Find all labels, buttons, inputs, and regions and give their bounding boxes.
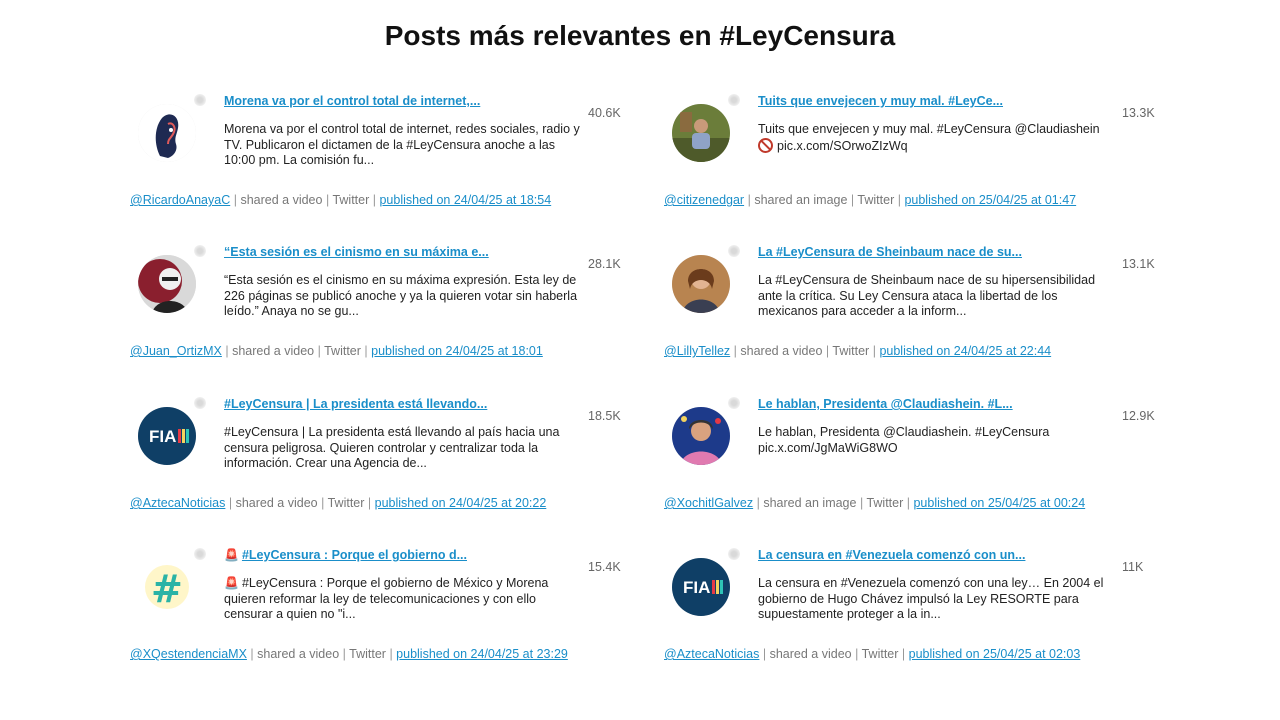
post-excerpt: La censura en #Venezuela comenzó con una ley… En 2004 el gobierno de Hugo Chávez impulsó la Ley RESORTE para supuestamente proteger a la in... (758, 576, 1104, 621)
author-link[interactable]: @XQestendenciaMX (130, 647, 247, 661)
dot-icon (194, 548, 206, 560)
post-meta: @RicardoAnayaC | shared a video | Twitter | published on 24/04/25 at 18:54 (130, 193, 552, 207)
post-excerpt: Le hablan, Presidenta @Claudiashein. #LeyCensura pic.x.com/JgMaWiG8WO (758, 425, 1050, 455)
dot-icon (194, 397, 206, 409)
post-meta: @AztecaNoticias | shared a video | Twitter | published on 25/04/25 at 02:03 (664, 647, 1081, 661)
xochitl-galvez-avatar-icon[interactable] (672, 407, 730, 465)
post-count: 13.1K (1122, 257, 1155, 271)
published-link[interactable]: published on 25/04/25 at 00:24 (913, 496, 1086, 510)
post-meta: @XochitlGalvez | shared an image | Twitter | published on 25/04/25 at 00:24 (664, 496, 1086, 510)
post-card (664, 94, 1164, 214)
no-entry-icon (758, 138, 773, 153)
dot-icon (728, 548, 740, 560)
post-count: 40.6K (588, 106, 621, 120)
ricardo-anaya-avatar-icon[interactable] (138, 104, 196, 162)
published-link[interactable]: published on 24/04/25 at 18:01 (371, 344, 543, 358)
author-link[interactable]: @AztecaNoticias (664, 647, 760, 661)
dot-icon (728, 94, 740, 106)
author-link[interactable]: @RicardoAnayaC (130, 193, 231, 207)
post-platform: Twitter (832, 344, 870, 358)
post-count: 13.3K (1122, 106, 1155, 120)
post-card (130, 397, 630, 517)
post-action: shared a video (240, 193, 323, 207)
post-meta: @XQestendenciaMX | shared a video | Twitter | published on 24/04/25 at 23:29 (130, 647, 568, 661)
post-card (664, 548, 1164, 668)
fia-logo-icon[interactable] (138, 407, 196, 465)
post-excerpt: “Esta sesión es el cinismo en su máxima expresión. Esta ley de 226 páginas se publicó anoche y ya la quieren votar sin haberla leído.” Anaya no se gu... (224, 273, 578, 318)
post-count: 12.9K (1122, 409, 1155, 423)
juan-ortiz-avatar-icon[interactable] (138, 255, 196, 313)
page-title: Posts más relevantes en #LeyCensura (384, 20, 896, 51)
post-count: 28.1K (588, 257, 621, 271)
lilly-tellez-avatar-icon[interactable] (672, 255, 730, 313)
dot-icon (728, 245, 740, 257)
post-platform: Twitter (327, 496, 365, 510)
published-link[interactable]: published on 24/04/25 at 22:44 (879, 344, 1052, 358)
citizenedgar-avatar-icon[interactable] (672, 104, 730, 162)
post-action: shared a video (740, 344, 823, 358)
dot-icon (728, 397, 740, 409)
published-link[interactable]: published on 25/04/25 at 02:03 (908, 647, 1081, 661)
author-link[interactable]: @Juan_OrtizMX (130, 344, 222, 358)
author-link[interactable]: @LillyTellez (664, 344, 731, 358)
post-action: shared a video (235, 496, 318, 510)
post-title-link[interactable]: Morena va por el control total de internet,... (224, 94, 481, 108)
svg-text:FIA: FIA (149, 427, 177, 446)
post-title-link[interactable]: #LeyCensura | La presidenta está llevando... (224, 397, 488, 411)
post-card (664, 397, 1164, 517)
siren-icon: 🚨 (224, 576, 239, 590)
post-excerpt: La #LeyCensura de Sheinbaum nace de su hipersensibilidad ante la crítica. Su Ley Censura ataca la libertad de los mexicanos para acceder a la inform... (758, 273, 1096, 318)
post-title-link[interactable]: Tuits que envejecen y muy mal. #LeyCe... (758, 94, 1004, 108)
post-meta: @AztecaNoticias | shared a video | Twitter | published on 24/04/25 at 20:22 (130, 496, 547, 510)
post-excerpt: Tuits que envejecen y muy mal. #LeyCensura @Claudiashein pic.x.com/SOrwoZIzWq (758, 122, 1100, 153)
post-title-link[interactable]: “Esta sesión es el cinismo en su máxima e... (224, 245, 489, 259)
post-meta: @LillyTellez | shared a video | Twitter | published on 24/04/25 at 22:44 (664, 344, 1052, 358)
post-excerpt: #LeyCensura | La presidenta está llevando al país hacia una censura peligrosa. Quieren controlar y centralizar toda la información. Crear una Agencia de... (224, 425, 560, 470)
post-excerpt: 🚨 #LeyCensura : Porque el gobierno de México y Morena quieren reformar la ley de telecomunicaciones y con ello censurar a quien no "i... (224, 576, 549, 621)
post-meta: @Juan_OrtizMX | shared a video | Twitter | published on 24/04/25 at 18:01 (130, 344, 543, 358)
post-platform: Twitter (857, 193, 895, 207)
post-meta: @citizenedgar | shared an image | Twitter | published on 25/04/25 at 01:47 (664, 193, 1077, 207)
post-platform: Twitter (866, 496, 904, 510)
published-link[interactable]: published on 24/04/25 at 23:29 (396, 647, 568, 661)
published-link[interactable]: published on 24/04/25 at 18:54 (379, 193, 552, 207)
post-action: shared a video (232, 344, 315, 358)
author-link[interactable]: @XochitlGalvez (664, 496, 754, 510)
post-card (130, 245, 630, 365)
post-excerpt: Morena va por el control total de internet, redes sociales, radio y TV. Publicaron el dictamen de la #LeyCensura anoche a las 10:00 pm. La comisión fu... (224, 122, 580, 167)
post-count: 11K (1122, 560, 1144, 574)
post-action: shared an image (754, 193, 848, 207)
post-count: 18.5K (588, 409, 621, 423)
fia-logo-icon[interactable] (672, 558, 730, 616)
post-title-link[interactable]: La #LeyCensura de Sheinbaum nace de su... (758, 245, 1022, 259)
author-link[interactable]: @citizenedgar (664, 193, 745, 207)
post-title-link[interactable]: Le hablan, Presidenta @Claudiashein. #L... (758, 397, 1013, 411)
published-link[interactable]: published on 24/04/25 at 20:22 (374, 496, 547, 510)
post-card (130, 94, 630, 214)
svg-text:FIA: FIA (683, 578, 711, 597)
post-title-link[interactable]: 🚨 #LeyCensura : Porque el gobierno d... (224, 548, 467, 562)
dot-icon (194, 245, 206, 257)
post-platform: Twitter (332, 193, 370, 207)
post-action: shared an image (763, 496, 857, 510)
post-card (664, 245, 1164, 365)
post-platform: Twitter (324, 344, 361, 358)
author-link[interactable]: @AztecaNoticias (130, 496, 226, 510)
post-title-link[interactable]: La censura en #Venezuela comenzó con un... (758, 548, 1026, 562)
published-link[interactable]: published on 25/04/25 at 01:47 (904, 193, 1077, 207)
svg-text:#: # (151, 567, 183, 611)
post-action: shared a video (769, 647, 852, 661)
post-platform: Twitter (861, 647, 899, 661)
post-count: 15.4K (588, 560, 621, 574)
siren-icon: 🚨 (224, 548, 239, 562)
post-card (130, 548, 630, 668)
post-platform: Twitter (349, 647, 386, 661)
dot-icon (194, 94, 206, 106)
hashtag-logo-icon[interactable] (138, 558, 196, 616)
post-action: shared a video (257, 647, 340, 661)
